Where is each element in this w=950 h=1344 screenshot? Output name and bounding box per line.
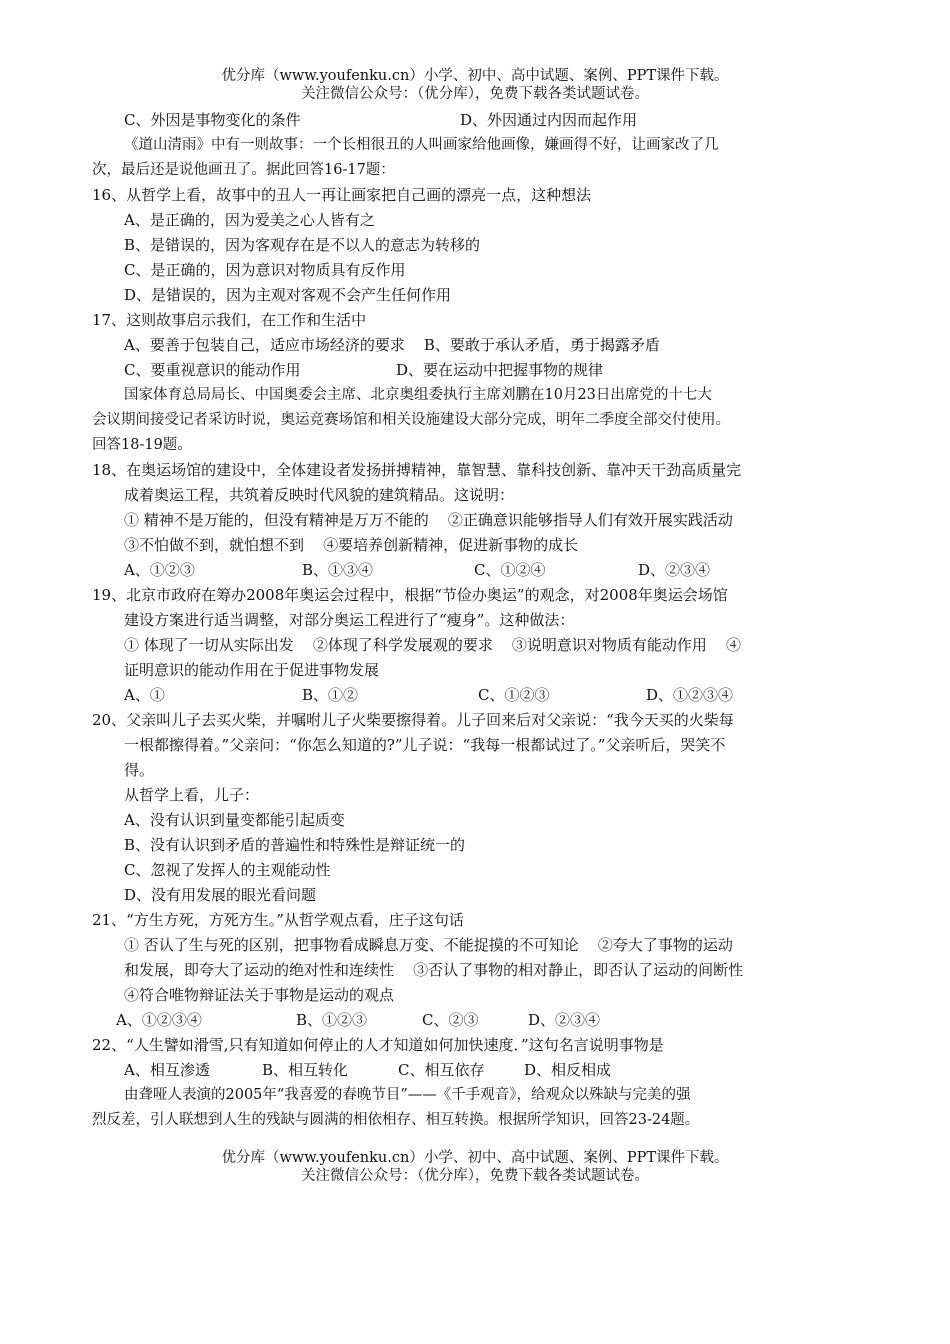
question-21-statements: ① 否认了生与死的区别，把事物看成瞬息万变、不能捉摸的不可知论 ②夸大了事物的运动 [124,936,733,954]
question-16-option-c: C、是正确的，因为意识对物质具有反作用 [124,261,406,279]
question-16-stem: 16、从哲学上看，故事中的丑人一再让画家把自己画的漂亮一点，这种想法 [92,186,592,204]
intro-paragraph-line: 回答18-19题。 [92,437,192,453]
question-16-option-a: A、是正确的，因为爱美之心人皆有之 [124,211,375,229]
question-22-option-c: C、相互依存 [398,1061,485,1079]
question-20-option-a: A、没有认识到量变都能引起质变 [124,811,345,829]
question-19-option-a: A、① [124,686,165,704]
question-17-option-d: D、要在运动中把握事物的规律 [396,361,604,379]
footer-line-2: 关注微信公众号：（优分库），免费下载各类试题试卷。 [301,1168,649,1184]
question-22-option-d: D、相反相成 [524,1061,612,1079]
question-18-stem: 18、在奥运场馆的建设中，全体建设者发扬拼搏精神，靠智慧、靠科技创新、靠冲天干劲高质量完 [92,461,742,479]
question-20-stem: 一根都擦得着。”父亲问：“你怎么知道的?”儿子说：“我每一根都试过了。”父亲听后，哭笑不 [124,736,726,754]
question-20-stem: 20、父亲叫儿子去买火柴，并嘱咐儿子火柴要擦得着。儿子回来后对父亲说：“我今天买的火柴每 [92,711,734,729]
question-18-option-a: A、①②③ [124,561,195,579]
question-21-option-b: B、①②③ [296,1011,368,1029]
question-21-statements: ④符合唯物辩证法关于事物是运动的观点 [124,986,395,1004]
question-18-statements: ③不怕做不到，就怕想不到 ④要培养创新精神，促进新事物的成长 [124,536,579,554]
option-c: C、外因是事物变化的条件 [124,111,301,129]
question-18-stem: 成着奥运工程，共筑着反映时代风貌的建筑精品。这说明： [124,486,515,504]
question-18-statements: ① 精神不是万能的，但没有精神是万万不能的 ②正确意识能够指导人们有效开展实践活动 [124,511,733,529]
question-17-stem: 17、这则故事启示我们，在工作和生活中 [92,311,367,329]
question-16-option-d: D、是错误的，因为主观对客观不会产生任何作用 [124,286,452,304]
question-20-stem: 从哲学上看，儿子： [124,786,260,804]
question-21-option-a: A、①②③④ [116,1011,202,1029]
footer-line-1: 优分库（www.youfenku.cn）小学、初中、高中试题、案例、PPT课件下载。 [221,1150,729,1166]
question-22-stem: 22、“人生譬如滑雪,只有知道如何停止的人才知道如何加快速度．”这句名言说明事物是 [92,1036,664,1054]
header-line-1: 优分库（www.youfenku.cn）小学、初中、高中试题、案例、PPT课件下载。 [221,68,729,84]
question-18-option-d: D、②③④ [638,561,711,579]
question-17-option-c: C、要重视意识的能动作用 [124,361,301,379]
question-19-option-b: B、①② [302,686,359,704]
question-19-stem: 建设方案进行适当调整，对部分奥运工程进行了“瘦身”。这种做法： [124,611,575,629]
question-21-option-d: D、②③④ [528,1011,601,1029]
question-19-option-d: D、①②③④ [646,686,734,704]
question-21-option-c: C、②③ [422,1011,479,1029]
question-21-stem: 21、“方生方死，方死方生。”从哲学观点看，庄子这句话 [92,911,464,929]
question-17-options-ab: A、要善于包装自己，适应市场经济的要求 B、要敢于承认矛盾，勇于揭露矛盾 [124,336,660,354]
question-19-option-c: C、①②③ [478,686,550,704]
question-18-option-b: B、①③④ [302,561,374,579]
question-20-option-d: D、没有用发展的眼光看问题 [124,886,317,904]
intro-paragraph-line: 烈反差，引人联想到人生的残缺与圆满的相依相存、相互转换。根据所学知识，回答23-24题。 [92,1112,700,1128]
question-19-stem: 19、北京市政府在筹办2008年奥运会过程中，根据“节俭办奥运”的观念，对2008年奥运会场馆 [92,586,728,604]
question-20-stem: 得。 [124,761,155,779]
option-d: D、外因通过内因而起作用 [460,111,638,129]
question-18-option-c: C、①②④ [474,561,546,579]
header-line-2: 关注微信公众号：（优分库），免费下载各类试题试卷。 [301,86,649,102]
question-16-option-b: B、是错误的，因为客观存在是不以人的意志为转移的 [124,236,481,254]
question-19-statements: ① 体现了一切从实际出发 ②体现了科学发展观的要求 ③说明意识对物质有能动作用 ④ [124,636,741,654]
intro-paragraph-line: 《道山清雨》中有一则故事：一个长相很丑的人叫画家给他画像，嫌画得不好，让画家改了几 [124,137,719,153]
intro-paragraph-line: 由聋哑人表演的2005年“我喜爱的春晚节目”——《千手观音》，给观众以殊缺与完美的强 [124,1087,691,1103]
intro-paragraph-line: 国家体育总局局长、中国奥委会主席、北京奥组委执行主席刘鹏在10月23日出席党的十七大 [124,387,712,403]
question-22-option-a: A、相互渗透 [124,1061,210,1079]
question-19-statements: 证明意识的能动作用在于促进事物发展 [124,661,380,679]
question-20-option-b: B、没有认识到矛盾的普遍性和特殊性是辩证统一的 [124,836,466,854]
intro-paragraph-line: 次，最后还是说他画丑了。据此回答16-17题： [92,162,395,178]
question-21-statements: 和发展，即夸大了运动的绝对性和连续性 ③否认了事物的相对静止，即否认了运动的间断性 [124,961,744,979]
intro-paragraph-line: 会议期间接受记者采访时说，奥运竞赛场馆和相关设施建设大部分完成，明年二季度全部交付使用。 [92,412,730,428]
question-22-option-b: B、相互转化 [262,1061,349,1079]
question-20-option-c: C、忽视了发挥人的主观能动性 [124,861,331,879]
